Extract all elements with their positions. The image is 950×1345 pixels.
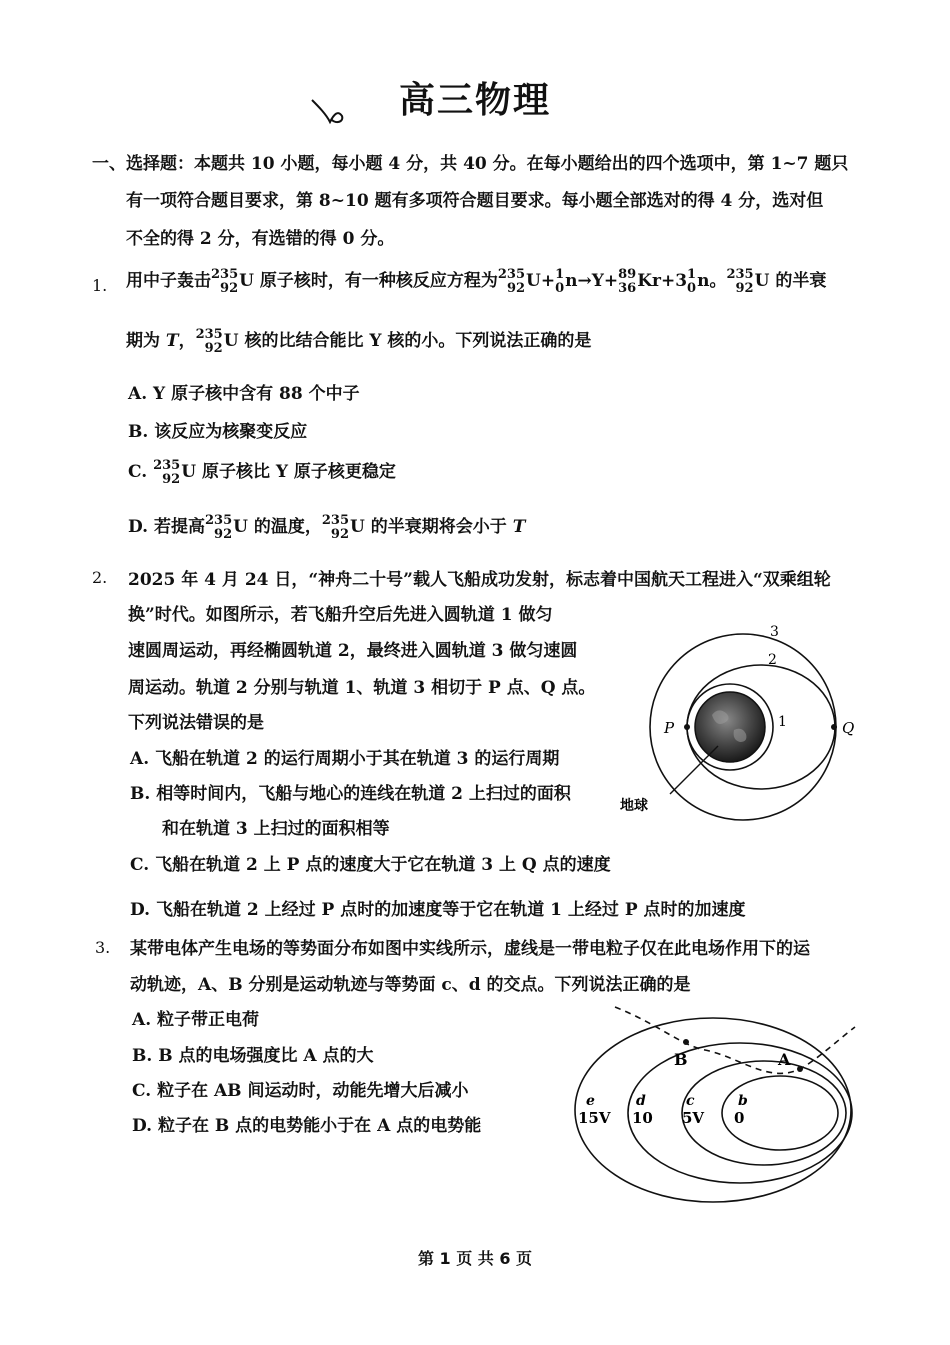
nuclide-u235 — [726, 268, 754, 296]
label-b-name: b — [738, 1093, 748, 1109]
q1-option-c[interactable] — [128, 457, 396, 487]
label-e-name: e — [586, 1093, 595, 1109]
section-instructions-line-1: 一、选择题：本题共 10 小题，每小题 4 分，共 40 分。在每小题给出的四个选项中，第 1~7 题只 — [92, 154, 849, 174]
label-q: Q — [842, 719, 855, 737]
question-number: 1. — [92, 276, 108, 295]
label-orbit-3: 3 — [770, 624, 779, 640]
q2-option-b[interactable]: B. 相等时间内，飞船与地心的连线在轨道 2 上扫过的面积 — [130, 784, 571, 804]
nuclide-u235 — [196, 328, 224, 356]
point-b — [683, 1039, 689, 1045]
label-p: P — [664, 719, 675, 737]
point-q — [831, 724, 837, 730]
section-instructions-line-3: 不全的得 2 分，有选错的得 0 分。 — [126, 229, 395, 249]
label-e-value: 15V — [578, 1109, 611, 1127]
q1-text: U 核的比结合能比 Y 核的小。下列说法正确的是 — [223, 331, 592, 351]
nuclide-kr89 — [618, 268, 637, 296]
label-b: B — [674, 1050, 688, 1069]
pen-mark-icon — [308, 96, 348, 126]
label-d-name: d — [636, 1093, 646, 1109]
page-footer: 第 1 页 共 6 页 — [417, 1249, 533, 1268]
label-orbit-1: 1 — [778, 714, 787, 730]
orbit-diagram — [620, 620, 865, 820]
q1-stem-line-2 — [126, 326, 591, 356]
nuclide-neutron — [555, 268, 565, 296]
nuclide-u235 — [498, 268, 526, 296]
option-label: C. — [128, 462, 148, 482]
option-text: U 的半衰期将会小于 — [350, 517, 507, 537]
atomic-number: 92 — [220, 280, 239, 296]
label-earth: 地球 — [620, 798, 648, 814]
mass-number: 235 — [195, 326, 223, 342]
equipotential-diagram — [570, 995, 870, 1210]
atomic-number: 92 — [214, 526, 233, 542]
label-c-name: c — [686, 1093, 695, 1109]
atomic-number: 92 — [735, 280, 754, 296]
point-a — [797, 1066, 803, 1072]
nuclide-u235 — [322, 514, 350, 542]
q1-text: U 原子核时，有一种核反应方程为 — [239, 271, 498, 291]
q2-option-b-continued[interactable]: 和在轨道 3 上扫过的面积相等 — [162, 819, 390, 839]
q3-option-a[interactable]: A. 粒子带正电荷 — [132, 1010, 260, 1030]
point-p — [684, 724, 690, 730]
q1-option-a[interactable]: A. Y 原子核中含有 88 个中子 — [128, 384, 360, 404]
q3-option-d[interactable]: D. 粒子在 B 点的电势能小于在 A 点的电势能 — [132, 1116, 482, 1136]
mass-number: 89 — [618, 266, 637, 282]
atomic-number: 0 — [555, 280, 565, 296]
q1-text: n→Y+ — [565, 271, 619, 291]
symbol-T: T — [512, 517, 526, 537]
mass-number: 235 — [321, 512, 350, 528]
q1-stem-line-1 — [126, 266, 826, 296]
q2-stem-line-1: 2025 年 4 月 24 日，“神舟二十号”载人飞船成功发射，标志着中国航天工程进入“双乘组轮 — [128, 570, 831, 590]
q2-option-c[interactable]: C. 飞船在轨道 2 上 P 点的速度大于它在轨道 3 上 Q 点的速度 — [130, 855, 611, 875]
q1-text: 期为 — [126, 331, 160, 351]
q2-stem-line-5: 下列说法错误的是 — [128, 713, 264, 733]
mass-number: 235 — [153, 457, 181, 473]
mass-number: 1 — [687, 266, 697, 282]
label-b-value: 0 — [734, 1109, 745, 1127]
symbol-T: T — [165, 331, 179, 351]
nuclide-u235 — [205, 514, 233, 542]
label-orbit-2: 2 — [768, 652, 777, 668]
option-text: U 的温度， — [233, 517, 322, 537]
q2-stem-line-4: 周运动。轨道 2 分别与轨道 1、轨道 3 相切于 P 点、Q 点。 — [128, 678, 596, 698]
mass-number: 1 — [555, 266, 565, 282]
q1-option-b[interactable]: B. 该反应为核聚变反应 — [128, 422, 308, 442]
q3-option-c[interactable]: C. 粒子在 AB 间运动时，动能先增大后减小 — [132, 1081, 469, 1101]
mass-number: 235 — [211, 266, 239, 282]
q2-stem-line-3: 速圆周运动，再经椭圆轨道 2，最终进入圆轨道 3 做匀速圆 — [128, 641, 578, 661]
q3-stem-line-2: 动轨迹，A、B 分别是运动轨迹与等势面 c、d 的交点。下列说法正确的是 — [130, 975, 691, 995]
atomic-number: 92 — [506, 280, 526, 296]
q1-text: 用中子轰击 — [126, 271, 211, 291]
mass-number: 235 — [204, 512, 233, 528]
mass-number: 235 — [497, 266, 526, 282]
q1-text: U+ — [526, 271, 556, 291]
option-text: U 原子核比 Y 原子核更稳定 — [181, 462, 396, 482]
label-c-value: 5V — [682, 1109, 705, 1127]
atomic-number: 36 — [618, 280, 637, 296]
q1-text: ， — [178, 331, 196, 351]
label-d-value: 10 — [632, 1109, 653, 1127]
earth-icon — [695, 692, 765, 762]
page-title: 高三物理 — [398, 80, 551, 121]
atomic-number: 92 — [330, 526, 350, 542]
q1-option-d[interactable] — [128, 512, 525, 542]
mass-number: 235 — [726, 266, 754, 282]
question-number: 3. — [95, 938, 111, 957]
nuclide-u235 — [211, 268, 239, 296]
question-number: 2. — [92, 568, 108, 587]
q2-stem-line-2: 换”时代。如图所示，若飞船升空后先进入圆轨道 1 做匀 — [128, 605, 553, 625]
section-instructions-line-2: 有一项符合题目要求，第 8~10 题有多项符合题目要求。每小题全部选对的得 4 分，选对但 — [126, 191, 824, 211]
q1-text: U 的半衰 — [754, 271, 827, 291]
nuclide-u235 — [153, 459, 181, 487]
atomic-number: 92 — [162, 471, 181, 487]
nuclide-neutron — [687, 268, 697, 296]
q2-option-a[interactable]: A. 飞船在轨道 2 的运行周期小于其在轨道 3 的运行周期 — [130, 749, 560, 769]
label-a: A — [778, 1050, 791, 1069]
q1-text: n。 — [697, 271, 727, 291]
q3-stem-line-1: 某带电体产生电场的等势面分布如图中实线所示，虚线是一带电粒子仅在此电场作用下的运 — [130, 939, 810, 959]
q1-text: Kr+3 — [637, 271, 688, 291]
atomic-number: 92 — [204, 340, 223, 356]
q3-option-b[interactable]: B. B 点的电场强度比 A 点的大 — [132, 1046, 374, 1066]
q2-option-d[interactable]: D. 飞船在轨道 2 上经过 P 点时的加速度等于它在轨道 1 上经过 P 点时的加速度 — [130, 900, 746, 920]
option-label: D. 若提高 — [128, 517, 205, 537]
atomic-number: 0 — [687, 280, 697, 296]
